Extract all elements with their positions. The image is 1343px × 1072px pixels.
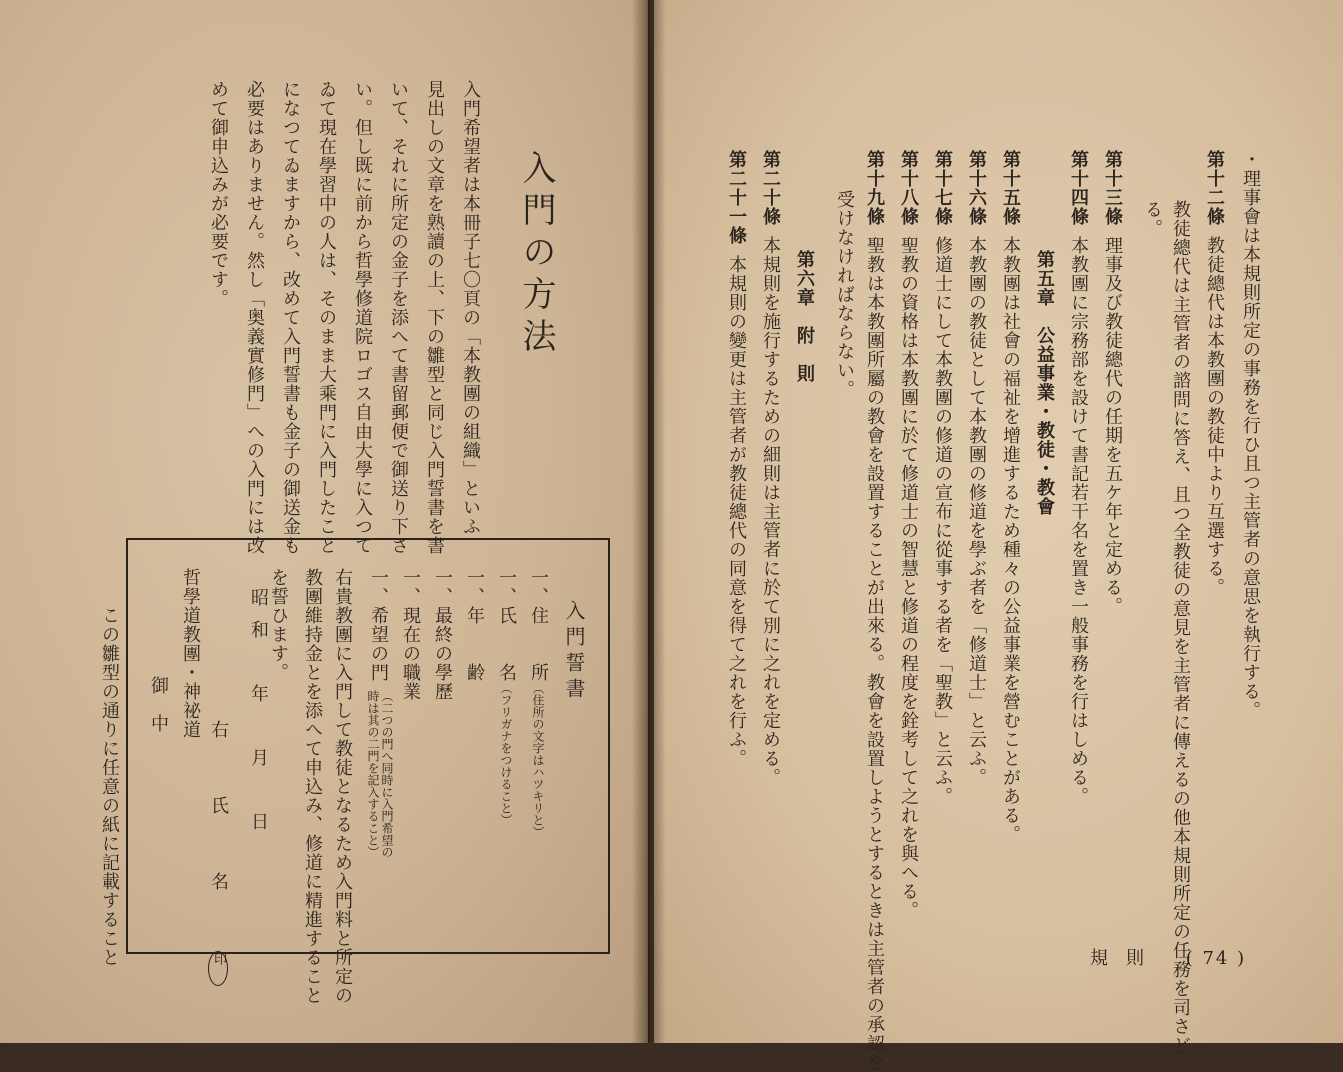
- pledge-line: 教團維持金とを添へて申込み、修道に精進すること: [302, 568, 323, 1005]
- body-line: い。但し既に前から哲學修道院ロゴス自由大學に入つて: [352, 80, 373, 555]
- pledge-line: を誓ひます。: [268, 568, 289, 682]
- form-item-note: （フリガナをつけること）: [499, 682, 513, 826]
- form-title: 入門誓書: [562, 600, 586, 704]
- form-item-note: （二つの門へ同時に入門希望の: [380, 690, 394, 858]
- article-16: [962, 150, 990, 787]
- left-page: [0, 0, 648, 1043]
- article-label: 第十二條: [1204, 150, 1225, 226]
- article-text: 受けなければならない。: [834, 190, 855, 399]
- chapter-heading: 第五章 公益事業・教徒・教會: [1034, 250, 1055, 516]
- article-15: [996, 150, 1024, 844]
- running-head: 規則: [1090, 948, 1162, 969]
- form-item-label: 一、住 所: [528, 568, 549, 682]
- body-line: いて、それに所定の金子を添へて書留郵便で御送り下さ: [388, 80, 409, 555]
- form-item-note: 時は其の二門を記入すること）: [366, 690, 380, 858]
- article-label: 第十四條: [1068, 150, 1089, 226]
- article-text: 修道士にして本教團の修道の宣布に從事する者を「聖教」と云ふ。: [932, 236, 953, 806]
- article-text: 本教團に宗務部を設けて書記若干名を置き一般事務を行はしめる。: [1068, 236, 1089, 806]
- form-item-label: 一、希望の門: [368, 568, 389, 682]
- pledge-line: 右貴教團に入門して教徒となるため入門料と所定の: [332, 568, 353, 1005]
- article-text: 理事及び教徒總代の任期を五ケ年と定める。: [1102, 236, 1123, 616]
- article-text: 教徒總代は主管者の諮問に答え、且つ全教徒の意見を主管者に傳えるの他本規則所定の任務を司さど: [1170, 200, 1191, 1055]
- page-title: 入門の方法: [516, 150, 556, 360]
- article-21: [722, 150, 750, 768]
- article-13: [1098, 150, 1126, 616]
- article-text: 本教團は社會の福祉を增進するため種々の公益事業を營むことがある。: [1000, 236, 1021, 844]
- article-text: 聖教の資格は本教團に於て修道士の智慧と修道の程度を銓考して之れを與へる。: [898, 236, 919, 920]
- article-label: 第十七條: [932, 150, 953, 226]
- body-line: ゐて現在學習中の人は、そのまま大乘門に入門したこと: [316, 80, 337, 555]
- article-14: [1064, 150, 1092, 806]
- form-item-desired-gate: [364, 568, 392, 682]
- article-label: 第十五條: [1000, 150, 1021, 226]
- form-item-note: （住所の文字はハツキリと）: [531, 682, 545, 838]
- form-item-age: 一、年 齢: [464, 568, 485, 682]
- article-label: 第十九條: [864, 150, 885, 226]
- addressee: 哲學道教團・神祕道: [180, 568, 201, 739]
- article-label: 第二十條: [760, 150, 781, 226]
- body-line: 見出しの文章を熟讀の上、下の雛型と同じ入門誓書を書: [424, 80, 445, 555]
- article-label: 第十八條: [898, 150, 919, 226]
- form-item-name: [492, 568, 520, 826]
- article-text: る。: [1142, 200, 1163, 238]
- article-label: 第十三條: [1102, 150, 1123, 226]
- chapter-heading: 第六章 附 則: [794, 250, 815, 383]
- seal-mark: 印: [208, 951, 228, 986]
- body-line: 必要はありません。然し「奥義實修門」への入門には改: [244, 80, 265, 555]
- article-19: [860, 150, 888, 1072]
- article-text: 本規則を施行するための細則は主管者に於て別に之れを定める。: [760, 236, 781, 787]
- signature-label-text: 右 氏 名: [208, 720, 229, 910]
- article-20: [756, 150, 784, 787]
- page-footer: [1090, 944, 1246, 970]
- article-18: [894, 150, 922, 920]
- body-line: になつてゐますから、改めて入門誓書も金子の御送金も: [280, 80, 301, 555]
- form-item-education: 一、最終の學歷: [432, 568, 453, 701]
- article-text: 本規則の變更は主管者が教徒總代の同意を得て之れを行ふ。: [726, 255, 747, 768]
- article-12: [1200, 150, 1228, 597]
- date-line: 昭和 年 月 日: [248, 588, 269, 844]
- page-number: ( 74 ): [1185, 948, 1247, 969]
- body-line: めて御申込みが必要です。: [208, 80, 229, 308]
- form-item-occupation: 一、現在の職業: [400, 568, 421, 701]
- intro-tail: ・理事會は本規則所定の事務を行ひ且つ主管者の意思を執行する。: [1240, 150, 1261, 720]
- article-label: 第十六條: [966, 150, 987, 226]
- form-item-label: 一、氏 名: [496, 568, 517, 682]
- article-label: 第二十一條: [726, 150, 747, 245]
- article-text: 聖教は本教團所屬の教會を設置することが出來る。教會を設置しようとするときは主管者の承認を: [864, 236, 885, 1072]
- article-text: 本教團の教徒として本教團の修道を學ぶ者を「修道士」と云ふ。: [966, 236, 987, 787]
- form-note: この雛型の通りに任意の紙に記載すること: [99, 606, 120, 967]
- body-line: 入門希望者は本冊子七〇頁の「本教團の組織」といふ: [460, 80, 481, 536]
- form-item-address: [524, 568, 552, 838]
- signature-label: [204, 720, 232, 986]
- honorific: 御 中: [148, 676, 169, 733]
- article-text: 教徒總代は本教團の教徒中より互選する。: [1204, 236, 1225, 597]
- article-17: [928, 150, 956, 806]
